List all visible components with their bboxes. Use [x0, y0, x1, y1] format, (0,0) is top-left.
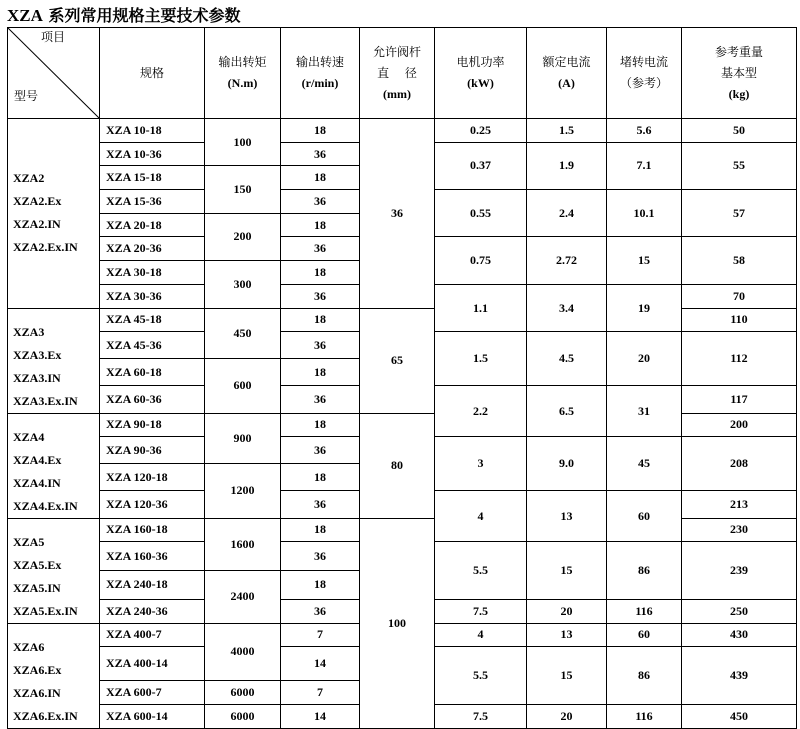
stall-cell: 31	[607, 386, 682, 437]
current-cell: 2.4	[527, 190, 607, 237]
power-cell: 5.5	[435, 647, 527, 705]
speed-header	[281, 28, 360, 119]
stall-header-unit: （参考）	[619, 76, 668, 90]
speed-cell: 18	[281, 261, 360, 285]
torque-cell: 2400	[205, 571, 281, 624]
power-cell: 7.5	[435, 599, 527, 623]
speed-cell: 36	[281, 599, 360, 623]
torque-cell: 1600	[205, 518, 281, 571]
current-cell: 9.0	[527, 437, 607, 491]
weight-cell: 239	[682, 542, 797, 600]
power-cell: 7.5	[435, 704, 527, 728]
spec-header-label: 规格	[139, 65, 164, 80]
weight-cell: 213	[682, 491, 797, 518]
weight-cell: 57	[682, 190, 797, 237]
stall-cell: 45	[607, 437, 682, 491]
speed-header-unit: (r/min)	[301, 76, 339, 90]
model-name: XZA3.Ex.IN	[13, 393, 78, 408]
stall-cell: 7.1	[607, 142, 682, 189]
weight-header-unit: (kg)	[728, 86, 750, 101]
spec-cell: XZA 600-14	[100, 704, 205, 728]
speed-cell: 18	[281, 413, 360, 437]
spec-cell: XZA 90-18	[100, 413, 205, 437]
spec-cell: XZA 20-18	[100, 213, 205, 237]
speed-header-label: 输出转速	[295, 55, 344, 69]
current-cell: 15	[527, 647, 607, 705]
torque-cell: 4000	[205, 623, 281, 681]
current-cell: 4.5	[527, 332, 607, 386]
weight-cell: 58	[682, 237, 797, 284]
model-name: XZA2	[13, 171, 45, 186]
model-cell	[8, 413, 100, 518]
weight-cell: 230	[682, 518, 797, 542]
stall-cell: 19	[607, 284, 682, 331]
spec-cell: XZA 400-7	[100, 623, 205, 647]
torque-cell: 450	[205, 308, 281, 359]
current-header-label: 额定电流	[542, 55, 591, 69]
spec-cell: XZA 15-36	[100, 190, 205, 214]
weight-cell: 117	[682, 386, 797, 413]
model-name: XZA6.Ex	[13, 662, 62, 677]
stem-header-label2: 直 径	[377, 65, 417, 80]
speed-cell: 36	[281, 237, 360, 261]
current-cell: 13	[527, 623, 607, 647]
torque-cell: 1200	[205, 464, 281, 518]
speed-cell: 18	[281, 571, 360, 600]
torque-cell: 200	[205, 213, 281, 260]
torque-cell: 900	[205, 413, 281, 464]
spec-header	[100, 28, 205, 119]
weight-cell: 112	[682, 332, 797, 386]
model-name: XZA6	[13, 639, 45, 654]
weight-cell: 110	[682, 308, 797, 332]
spec-cell: XZA 30-18	[100, 261, 205, 285]
spec-cell: XZA 400-14	[100, 647, 205, 681]
current-cell: 6.5	[527, 386, 607, 437]
torque-cell: 6000	[205, 704, 281, 728]
power-header-label: 电机功率	[456, 55, 505, 69]
stall-cell: 5.6	[607, 119, 682, 143]
weight-cell: 430	[682, 623, 797, 647]
model-name: XZA5.Ex	[13, 557, 62, 572]
current-cell: 1.9	[527, 142, 607, 189]
stall-header	[607, 28, 682, 119]
speed-cell: 18	[281, 119, 360, 143]
speed-cell: 18	[281, 308, 360, 332]
torque-cell: 600	[205, 359, 281, 413]
stem-cell: 36	[360, 119, 435, 309]
stem-header	[360, 28, 435, 119]
power-cell: 0.75	[435, 237, 527, 284]
weight-cell: 50	[682, 119, 797, 143]
model-name: XZA5	[13, 534, 45, 549]
torque-cell: 300	[205, 261, 281, 308]
speed-cell: 18	[281, 518, 360, 542]
power-cell: 0.25	[435, 119, 527, 143]
speed-cell: 36	[281, 437, 360, 464]
current-cell: 20	[527, 704, 607, 728]
spec-cell: XZA 20-36	[100, 237, 205, 261]
corner-header	[8, 28, 100, 119]
corner-top-label: 项目	[40, 30, 65, 44]
weight-cell: 250	[682, 599, 797, 623]
torque-header	[205, 28, 281, 119]
power-header	[435, 28, 527, 119]
weight-cell: 439	[682, 647, 797, 705]
model-cell	[8, 623, 100, 728]
current-cell: 1.5	[527, 119, 607, 143]
current-cell: 3.4	[527, 284, 607, 331]
speed-cell: 36	[281, 284, 360, 308]
weight-cell: 208	[682, 437, 797, 491]
power-header-unit: (kW)	[467, 76, 494, 90]
model-cell	[8, 308, 100, 413]
power-cell: 1.5	[435, 332, 527, 386]
spec-cell: XZA 120-36	[100, 491, 205, 518]
stall-cell: 116	[607, 704, 682, 728]
speed-cell: 18	[281, 464, 360, 491]
current-cell: 13	[527, 491, 607, 542]
speed-cell: 36	[281, 142, 360, 166]
spec-cell: XZA 60-18	[100, 359, 205, 386]
stall-cell: 20	[607, 332, 682, 386]
speed-cell: 18	[281, 359, 360, 386]
model-name: XZA4.Ex.IN	[13, 498, 78, 513]
model-name: XZA2.IN	[13, 217, 61, 232]
stall-cell: 10.1	[607, 190, 682, 237]
model-cell	[8, 518, 100, 623]
weight-cell: 55	[682, 142, 797, 189]
page-title	[7, 3, 240, 26]
spec-cell: XZA 600-7	[100, 681, 205, 705]
power-cell: 4	[435, 623, 527, 647]
current-cell: 2.72	[527, 237, 607, 284]
speed-cell: 36	[281, 491, 360, 518]
power-cell: 5.5	[435, 542, 527, 600]
current-cell: 20	[527, 599, 607, 623]
model-name: XZA3.IN	[13, 370, 61, 385]
torque-cell: 6000	[205, 681, 281, 705]
power-cell: 2.2	[435, 386, 527, 437]
table-row	[8, 119, 797, 143]
spec-cell: XZA 10-18	[100, 119, 205, 143]
model-name: XZA2.Ex	[13, 194, 62, 209]
model-name: XZA5.IN	[13, 580, 61, 595]
stall-cell: 86	[607, 542, 682, 600]
model-name: XZA4.Ex	[13, 452, 62, 467]
model-name: XZA6.IN	[13, 685, 61, 700]
weight-header	[682, 28, 797, 119]
stall-header-label: 堵转电流	[619, 55, 668, 69]
spec-cell: XZA 60-36	[100, 386, 205, 413]
power-cell: 1.1	[435, 284, 527, 331]
spec-cell: XZA 45-18	[100, 308, 205, 332]
stall-cell: 60	[607, 623, 682, 647]
spec-cell: XZA 45-36	[100, 332, 205, 359]
stem-cell: 65	[360, 308, 435, 413]
model-name: XZA5.Ex.IN	[13, 603, 78, 618]
model-name: XZA4.IN	[13, 475, 61, 490]
torque-cell: 150	[205, 166, 281, 213]
speed-cell: 7	[281, 623, 360, 647]
stem-header-unit: (mm)	[383, 86, 411, 101]
speed-cell: 14	[281, 647, 360, 681]
current-header-unit: (A)	[558, 76, 575, 90]
weight-cell: 450	[682, 704, 797, 728]
spec-cell: XZA 90-36	[100, 437, 205, 464]
stem-cell: 80	[360, 413, 435, 518]
weight-header-label: 参考重量	[714, 44, 763, 59]
speed-cell: 18	[281, 213, 360, 237]
spec-cell: XZA 120-18	[100, 464, 205, 491]
spec-cell: XZA 160-18	[100, 518, 205, 542]
power-cell: 0.55	[435, 190, 527, 237]
stem-cell: 100	[360, 518, 435, 728]
model-name: XZA3	[13, 324, 45, 339]
speed-cell: 36	[281, 542, 360, 571]
spec-cell: XZA 240-18	[100, 571, 205, 600]
speed-cell: 36	[281, 332, 360, 359]
torque-cell: 100	[205, 119, 281, 166]
power-cell: 0.37	[435, 142, 527, 189]
stall-cell: 60	[607, 491, 682, 542]
speed-cell: 7	[281, 681, 360, 705]
title-text: 系列常用规格主要技术参数	[42, 6, 241, 25]
model-name: XZA2.Ex.IN	[13, 240, 78, 255]
title-code: XZA	[7, 6, 43, 25]
weight-cell: 200	[682, 413, 797, 437]
stall-cell: 15	[607, 237, 682, 284]
model-cell	[8, 119, 100, 309]
spec-table	[7, 27, 797, 729]
model-name: XZA4	[13, 429, 45, 444]
spec-cell: XZA 10-36	[100, 142, 205, 166]
spec-cell: XZA 15-18	[100, 166, 205, 190]
speed-cell: 14	[281, 704, 360, 728]
weight-cell: 70	[682, 284, 797, 308]
header-row	[8, 28, 797, 119]
spec-cell: XZA 30-36	[100, 284, 205, 308]
current-cell: 15	[527, 542, 607, 600]
torque-header-unit: (N.m)	[227, 76, 258, 90]
current-header	[527, 28, 607, 119]
torque-header-label: 输出转矩	[218, 55, 267, 69]
stem-header-label: 允许阀杆	[372, 44, 421, 59]
spec-cell: XZA 160-36	[100, 542, 205, 571]
speed-cell: 36	[281, 386, 360, 413]
model-name: XZA6.Ex.IN	[13, 708, 78, 723]
stall-cell: 86	[607, 647, 682, 705]
spec-cell: XZA 240-36	[100, 599, 205, 623]
speed-cell: 36	[281, 190, 360, 214]
model-name: XZA3.Ex	[13, 347, 62, 362]
weight-header-label2: 基本型	[720, 65, 757, 80]
corner-bottom-label: 型号	[14, 89, 39, 103]
power-cell: 4	[435, 491, 527, 542]
power-cell: 3	[435, 437, 527, 491]
stall-cell: 116	[607, 599, 682, 623]
speed-cell: 18	[281, 166, 360, 190]
